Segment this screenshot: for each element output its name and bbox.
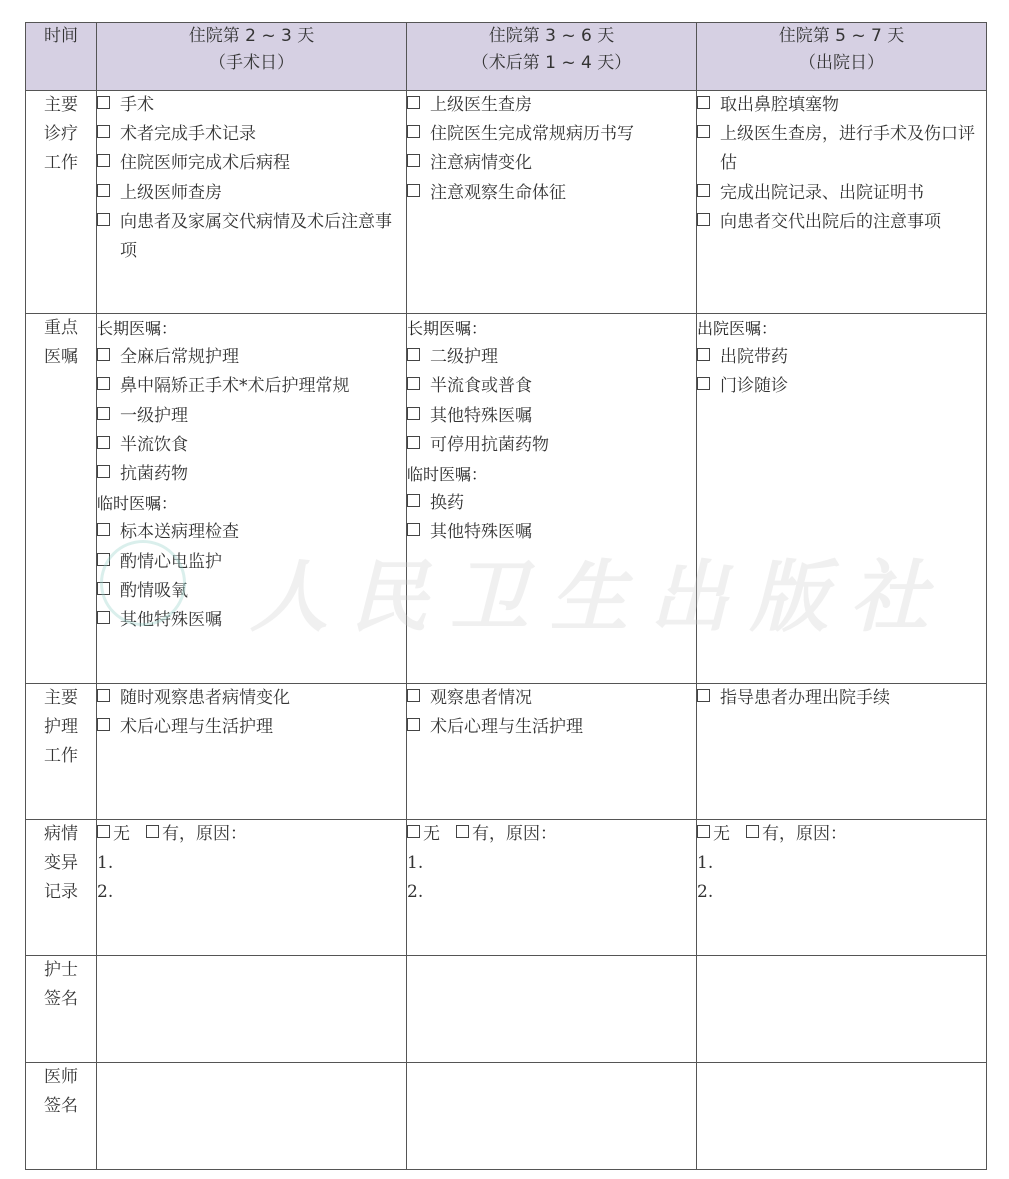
checkbox-icon[interactable]	[97, 125, 110, 138]
checkbox-icon[interactable]	[407, 494, 420, 507]
checkbox-icon[interactable]	[407, 125, 420, 138]
checklist-item[interactable]: 注意观察生命体征	[407, 179, 696, 208]
watermark-text: 人民卫生出版社	[250, 552, 951, 643]
checkbox-icon[interactable]	[97, 213, 110, 226]
checkbox-icon[interactable]	[97, 436, 110, 449]
checkbox-icon[interactable]	[697, 825, 710, 838]
checklist-item[interactable]: 取出鼻腔填塞物	[697, 91, 986, 120]
checklist-item[interactable]: 手术	[97, 91, 406, 120]
checklist-item[interactable]: 门诊随诊	[697, 372, 986, 401]
checkbox-icon[interactable]	[97, 718, 110, 731]
variance-line-1[interactable]: 1.	[97, 853, 114, 874]
checklist-item[interactable]: 向患者及家属交代病情及术后注意事项	[97, 208, 406, 266]
diagnosis-cell-2	[407, 91, 697, 314]
checklist-item[interactable]: 完成出院记录、出院证明书	[697, 179, 986, 208]
checklist-item[interactable]: 术后心理与生活护理	[97, 713, 406, 742]
row-label-diagnosis: 主要 诊疗 工作	[26, 91, 97, 314]
variance-options	[407, 820, 696, 849]
variance-options	[697, 820, 986, 849]
day-header-3: 住院第 5 ~ 7 天 （出院日）	[697, 23, 987, 91]
checklist-item[interactable]: 全麻后常规护理	[97, 343, 406, 372]
discharge-orders-title: 出院医嘱：	[697, 319, 778, 338]
checkbox-icon[interactable]	[407, 184, 420, 197]
checkbox-icon[interactable]	[407, 718, 420, 731]
checkbox-icon[interactable]	[97, 825, 110, 838]
checkbox-icon[interactable]	[97, 348, 110, 361]
checklist-item[interactable]: 半流饮食	[97, 431, 406, 460]
row-label-orders: 重点 医嘱	[26, 314, 97, 684]
checklist-item[interactable]: 二级护理	[407, 343, 696, 372]
checkbox-icon[interactable]	[407, 377, 420, 390]
checkbox-icon[interactable]	[697, 377, 710, 390]
orders-row	[26, 314, 987, 684]
doctor-signature-cell-2[interactable]	[407, 1063, 697, 1170]
checklist-item[interactable]: 一级护理	[97, 402, 406, 431]
checkbox-icon[interactable]	[97, 553, 110, 566]
row-label-nurse-sign: 护士 签名	[26, 956, 97, 1063]
row-label-variance: 病情 变异 记录	[26, 820, 97, 956]
checklist-item[interactable]: 酌情心电监护	[97, 548, 406, 577]
variance-line-1[interactable]: 1.	[407, 853, 424, 874]
checkbox-icon[interactable]	[97, 96, 110, 109]
option-yes[interactable]: 有，原因：	[472, 824, 557, 844]
diagnosis-row	[26, 91, 987, 314]
time-header: 时间	[26, 23, 97, 91]
variance-line-1[interactable]: 1.	[697, 853, 714, 874]
variance-line-2[interactable]: 2.	[697, 882, 714, 903]
option-none[interactable]: 无	[713, 824, 730, 844]
checkbox-icon[interactable]	[697, 689, 710, 702]
temporary-orders-title: 临时医嘱：	[97, 494, 178, 514]
temporary-orders-title: 临时医嘱：	[407, 465, 488, 485]
checkbox-icon[interactable]	[97, 154, 110, 167]
checklist-item[interactable]: 向患者交代出院后的注意事项	[697, 208, 986, 237]
checklist-item[interactable]: 术后心理与生活护理	[407, 713, 696, 742]
checklist-item[interactable]: 注意病情变化	[407, 149, 696, 178]
nurse-signature-cell-2[interactable]	[407, 956, 697, 1063]
checkbox-icon[interactable]	[697, 213, 710, 226]
option-yes[interactable]: 有，原因：	[162, 824, 247, 844]
checklist-item[interactable]: 换药	[407, 489, 696, 518]
variance-options	[97, 820, 406, 849]
diagnosis-cell-1	[97, 91, 407, 314]
option-none[interactable]: 无	[423, 824, 440, 844]
nursing-cell-3	[697, 684, 987, 820]
variance-line-2[interactable]: 2.	[407, 882, 424, 903]
checklist-item[interactable]: 其他特殊医嘱	[97, 606, 406, 635]
checklist-item[interactable]: 其他特殊医嘱	[407, 518, 696, 547]
orders-cell-2	[407, 314, 697, 684]
nursing-row	[26, 684, 987, 820]
doctor-signature-cell-1[interactable]	[97, 1063, 407, 1170]
checklist-item[interactable]: 上级医生查房	[407, 91, 696, 120]
doctor-signature-row	[26, 1063, 987, 1170]
checkbox-icon[interactable]	[456, 825, 469, 838]
row-label-nursing: 主要 护理 工作	[26, 684, 97, 820]
option-yes[interactable]: 有，原因：	[762, 824, 847, 844]
checklist-item[interactable]: 标本送病理检查	[97, 518, 406, 547]
checkbox-icon[interactable]	[697, 348, 710, 361]
checkbox-icon[interactable]	[407, 348, 420, 361]
checkbox-icon[interactable]	[97, 523, 110, 536]
checkbox-icon[interactable]	[97, 407, 110, 420]
checkbox-icon[interactable]	[407, 154, 420, 167]
long-term-orders-title: 长期医嘱：	[407, 319, 488, 338]
checklist-item[interactable]: 术者完成手术记录	[97, 120, 406, 149]
row-label-doctor-sign: 医师 签名	[26, 1063, 97, 1170]
checkbox-icon[interactable]	[746, 825, 759, 838]
checkbox-icon[interactable]	[407, 523, 420, 536]
checklist-item[interactable]: 其他特殊医嘱	[407, 402, 696, 431]
checkbox-icon[interactable]	[97, 377, 110, 390]
orders-cell-1	[97, 314, 407, 684]
checkbox-icon[interactable]	[97, 184, 110, 197]
checklist-item[interactable]: 观察患者情况	[407, 684, 696, 713]
checkbox-icon[interactable]	[97, 689, 110, 702]
checkbox-icon[interactable]	[407, 407, 420, 420]
checklist-item[interactable]: 抗菌药物	[97, 460, 406, 489]
checklist-item[interactable]: 酌情吸氧	[97, 577, 406, 606]
nurse-signature-cell-1[interactable]	[97, 956, 407, 1063]
nurse-signature-cell-3[interactable]	[697, 956, 987, 1063]
checkbox-icon[interactable]	[97, 582, 110, 595]
variance-cell-3	[697, 820, 987, 956]
checklist-item[interactable]: 出院带药	[697, 343, 986, 372]
checklist-item[interactable]: 住院医生完成常规病历书写	[407, 120, 696, 149]
day-header-2: 住院第 3 ~ 6 天 （术后第 1 ~ 4 天）	[407, 23, 697, 91]
variance-cell-2	[407, 820, 697, 956]
checklist-item[interactable]: 可停用抗菌药物	[407, 431, 696, 460]
checklist-item[interactable]: 鼻中隔矫正手术*术后护理常规	[97, 372, 406, 401]
checkbox-icon[interactable]	[407, 96, 420, 109]
variance-cell-1	[97, 820, 407, 956]
checklist-item[interactable]: 随时观察患者病情变化	[97, 684, 406, 713]
variance-row	[26, 820, 987, 956]
header-row	[26, 23, 987, 91]
checklist-item[interactable]: 指导患者办理出院手续	[697, 684, 986, 713]
day-header-1: 住院第 2 ~ 3 天 （手术日）	[97, 23, 407, 91]
checkbox-icon[interactable]	[407, 825, 420, 838]
nursing-cell-2	[407, 684, 697, 820]
checkbox-icon[interactable]	[697, 96, 710, 109]
checklist-item[interactable]: 上级医师查房	[97, 179, 406, 208]
doctor-signature-cell-3[interactable]	[697, 1063, 987, 1170]
checkbox-icon[interactable]	[697, 184, 710, 197]
checkbox-icon[interactable]	[407, 689, 420, 702]
diagnosis-cell-3	[697, 91, 987, 314]
checkbox-icon[interactable]	[97, 611, 110, 624]
checklist-item[interactable]: 住院医师完成术后病程	[97, 149, 406, 178]
variance-line-2[interactable]: 2.	[97, 882, 114, 903]
checkbox-icon[interactable]	[146, 825, 159, 838]
orders-cell-3	[697, 314, 987, 684]
clinical-pathway-table	[25, 22, 987, 1170]
nursing-cell-1	[97, 684, 407, 820]
checklist-item[interactable]: 上级医生查房，进行手术及伤口评估	[697, 120, 986, 178]
checkbox-icon[interactable]	[97, 465, 110, 478]
checklist-item[interactable]: 半流食或普食	[407, 372, 696, 401]
nurse-signature-row	[26, 956, 987, 1063]
checkbox-icon[interactable]	[697, 125, 710, 138]
checkbox-icon[interactable]	[407, 436, 420, 449]
option-none[interactable]: 无	[113, 824, 130, 844]
long-term-orders-title: 长期医嘱：	[97, 319, 178, 338]
